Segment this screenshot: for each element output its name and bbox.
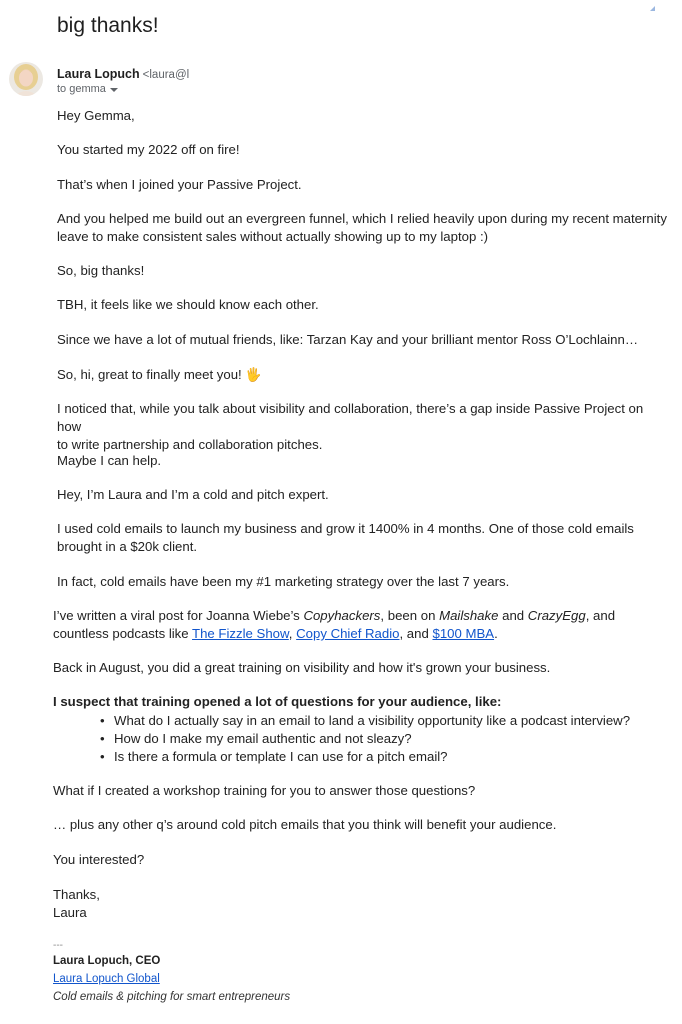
paragraph-suspect: I suspect that training opened a lot of questions for your audience, like:	[53, 694, 502, 709]
paragraph-hi-text: So, hi, great to finally meet you!	[57, 367, 246, 382]
paragraph-cold-line-2: brought in a $20k client.	[57, 539, 198, 554]
greeting: Hey Gemma,	[57, 108, 135, 123]
paragraph-maybe: Maybe I can help.	[57, 453, 162, 468]
closing-thanks: Thanks,	[53, 887, 100, 902]
recipient-toggle[interactable]	[57, 83, 118, 95]
waving-hand-icon: 🖐	[245, 367, 262, 382]
paragraph-friends: Since we have a lot of mutual friends, like: Tarzan Kay and your brilliant mentor Ross O’Lochlainn…	[57, 332, 639, 347]
paragraph-noticed-line-2: to write partnership and collaboration pitches.	[57, 437, 323, 452]
paragraph-tbh: TBH, it feels like we should know each other.	[57, 297, 319, 312]
paragraph-started: You started my 2022 off on fire!	[57, 142, 240, 157]
paragraph-hi	[57, 366, 667, 384]
paragraph-funnel	[57, 210, 667, 246]
sender-line	[57, 67, 189, 81]
chevron-down-icon[interactable]	[110, 88, 118, 92]
mailshake-text: Mailshake	[439, 608, 499, 623]
viral-text-b: , been on	[380, 608, 440, 623]
paragraph-funnel-line-1: And you helped me build out an evergreen funnel, which I relied heavily upon during my recent maternity	[57, 211, 667, 226]
podcasts-text-d: .	[494, 626, 498, 641]
paragraph-intro: Hey, I’m Laura and I’m a cold and pitch expert.	[57, 487, 329, 502]
list-item: • How do I make my email authentic and not sleazy?	[100, 730, 630, 748]
email-subject: big thanks!	[57, 14, 159, 37]
closing-signoff: Laura	[53, 905, 87, 920]
viral-text-a: I’ve written a viral post for Joanna Wiebe’s	[53, 608, 304, 623]
sender-avatar[interactable]	[9, 62, 43, 96]
100-mba-link[interactable]: $100 MBA	[432, 626, 495, 641]
paragraph-viral-line-2	[53, 625, 668, 643]
paragraph-noticed	[57, 400, 667, 454]
sender-name[interactable]: Laura Lopuch	[57, 67, 140, 81]
paragraph-viral	[53, 607, 668, 643]
podcasts-text-a: countless podcasts like	[53, 626, 193, 641]
copy-chief-radio-link[interactable]: Copy Chief Radio	[296, 626, 400, 641]
sender-address: <laura@l	[142, 69, 190, 81]
crazyegg-text: CrazyEgg	[527, 608, 586, 623]
paragraph-fact: In fact, cold emails have been my #1 marketing strategy over the last 7 years.	[57, 574, 510, 589]
closing	[53, 886, 668, 922]
paragraph-noticed-line-1: I noticed that, while you talk about visibility and collaboration, there’s a gap inside Passive Project on how	[57, 401, 644, 434]
paragraph-joined: That’s when I joined your Passive Project.	[57, 177, 302, 192]
recipient-label: to gemma	[57, 83, 106, 95]
corner-resize-icon	[650, 6, 655, 11]
fizzle-show-link[interactable]: The Fizzle Show	[192, 626, 289, 641]
viral-text-d: , and	[585, 608, 616, 623]
podcasts-text-c: , and	[399, 626, 433, 641]
signature-separator: ---	[53, 940, 63, 951]
questions-list	[100, 712, 630, 766]
paragraph-thanks: So, big thanks!	[57, 263, 145, 278]
company-link[interactable]: Laura Lopuch Global	[53, 973, 160, 985]
paragraph-plus: … plus any other q’s around cold pitch emails that you think will benefit your audience.	[53, 817, 557, 832]
copyhackers-text: Copyhackers	[303, 608, 381, 623]
viral-text-c: and	[498, 608, 528, 623]
paragraph-august: Back in August, you did a great training on visibility and how it's grown your business.	[53, 660, 551, 675]
paragraph-interested: You interested?	[53, 852, 145, 867]
paragraph-funnel-line-2: leave to make consistent sales without actually showing up to my laptop :)	[57, 229, 489, 244]
list-item: • Is there a formula or template I can use for a pitch email?	[100, 748, 630, 766]
paragraph-workshop: What if I created a workshop training for you to answer those questions?	[53, 783, 476, 798]
podcasts-text-b: ,	[288, 626, 297, 641]
paragraph-cold-emails	[57, 520, 667, 556]
list-item: • What do I actually say in an email to land a visibility opportunity like a podcast interview?	[100, 712, 630, 730]
signature-name: Laura Lopuch, CEO	[53, 955, 161, 967]
paragraph-viral-line-1	[53, 607, 668, 625]
paragraph-cold-line-1: I used cold emails to launch my business and grow it 1400% in 4 months. One of those cold emails	[57, 521, 634, 536]
signature-tagline: Cold emails & pitching for smart entrepreneurs	[53, 991, 291, 1003]
